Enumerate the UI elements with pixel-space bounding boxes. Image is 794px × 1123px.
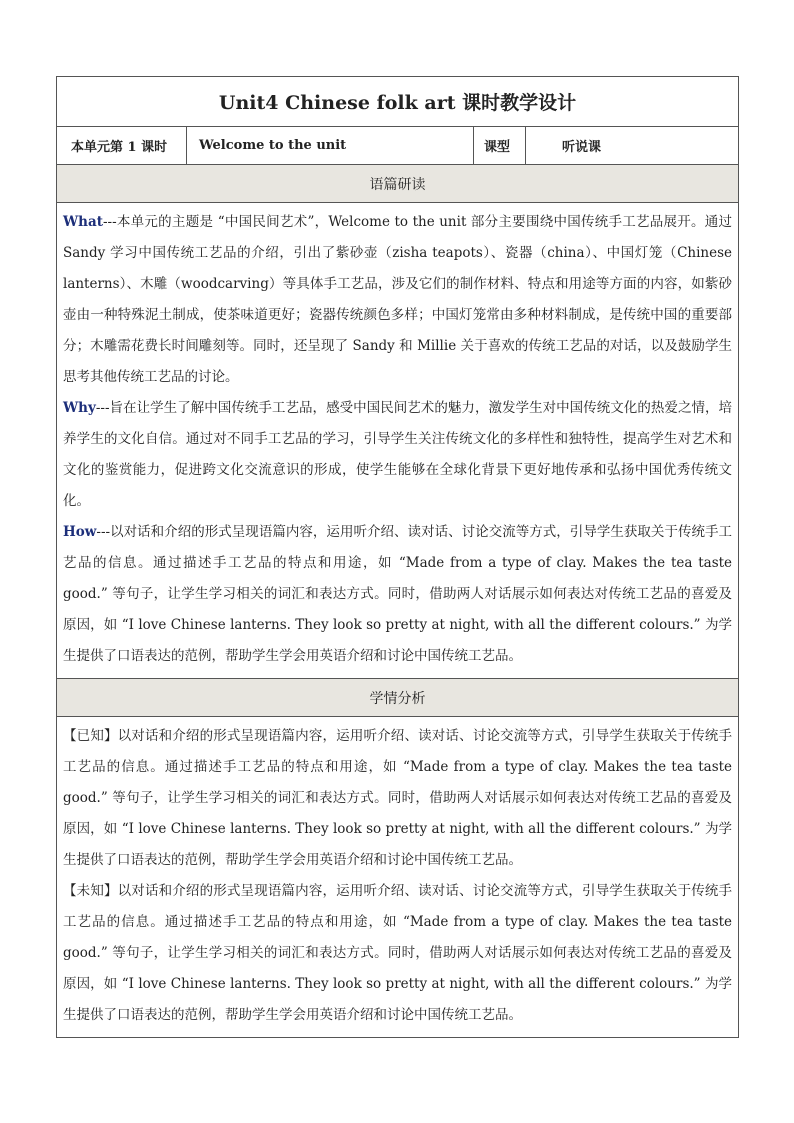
what-paragraph	[63, 207, 732, 393]
known-label: 【已知】	[63, 728, 118, 744]
student-analysis-content	[57, 717, 739, 1038]
unknown-paragraph	[63, 876, 732, 1031]
what-text: ---本单元的主题是 “中国民间艺术”，Welcome to the unit 部分主要围绕中国传统手工艺品展开。通过 Sandy 学习中国传统工艺品的介绍，引出了紫砂壶（zisha teapots）、瓷器（china）、中国灯笼（Chinese lanterns）、木雕（woodcarving）等具体手工艺品，涉及它们的制作材料、特点和用途等方面的内容，如紫砂壶由一种特殊泥土制成，使茶味道更好；瓷器传统颜色多样；中国灯笼常由多种材料制成，是传统中国的重要部分；木雕需花费长时间雕刻等。同时，还呈现了 Sandy 和 Millie 关于喜欢的传统工艺品的对话，以及鼓励学生思考其他传统工艺品的讨论。	[63, 214, 733, 385]
lesson-number: 本单元第 1 课时	[57, 127, 187, 165]
what-label: What	[63, 214, 103, 230]
section-heading-text-analysis: 语篇研读	[57, 165, 739, 203]
known-text: 以对话和介绍的形式呈现语篇内容，运用听介绍、读对话、讨论交流等方式，引导学生获取关于传统手工艺品的信息。通过描述手工艺品的特点和用途，如 “Made from a type of clay. Makes the tea taste good.” 等句子，让学生学习相关的词汇和表达方式。同时，借助两人对话展示如何表达对传统工艺品的喜爱及原因，如 “I love Chinese lanterns. They look so pretty at night, with all the different colours.” 为学生提供了口语表达的范例，帮助学生学会用英语介绍和讨论中国传统工艺品。	[63, 728, 733, 868]
how-label: How	[63, 524, 97, 540]
unknown-label: 【未知】	[63, 883, 118, 899]
lesson-type-label: 课型	[474, 127, 526, 165]
section-heading-student-analysis: 学情分析	[57, 679, 739, 717]
lesson-title: Welcome to the unit	[187, 127, 474, 165]
why-label: Why	[63, 400, 96, 416]
known-paragraph	[63, 721, 732, 876]
text-analysis-content	[57, 203, 739, 679]
how-text: ---以对话和介绍的形式呈现语篇内容，运用听介绍、读对话、讨论交流等方式，引导学生获取关于传统手工艺品的信息。通过描述手工艺品的特点和用途，如 “Made from a type of clay. Makes the tea taste good.” 等句子，让学生学习相关的词汇和表达方式。同时，借助两人对话展示如何表达对传统工艺品的喜爱及原因，如 “I love Chinese lanterns. They look so pretty at night, with all the different colours.” 为学生提供了口语表达的范例，帮助学生学会用英语介绍和讨论中国传统工艺品。	[63, 524, 733, 664]
lesson-type-value: 听说课	[526, 127, 739, 165]
meta-row	[57, 127, 739, 165]
unknown-text: 以对话和介绍的形式呈现语篇内容，运用听介绍、读对话、讨论交流等方式，引导学生获取关于传统手工艺品的信息。通过描述手工艺品的特点和用途，如 “Made from a type of clay. Makes the tea taste good.” 等句子，让学生学习相关的词汇和表达方式。同时，借助两人对话展示如何表达对传统工艺品的喜爱及原因，如 “I love Chinese lanterns. They look so pretty at night, with all the different colours.” 为学生提供了口语表达的范例，帮助学生学会用英语介绍和讨论中国传统工艺品。	[63, 883, 733, 1023]
how-paragraph	[63, 517, 732, 672]
why-paragraph	[63, 393, 732, 517]
why-text: ---旨在让学生了解中国传统手工艺品，感受中国民间艺术的魅力，激发学生对中国传统文化的热爱之情，培养学生的文化自信。通过对不同手工艺品的学习，引导学生关注传统文化的多样性和独特性，提高学生对艺术和文化的鉴赏能力，促进跨文化交流意识的形成，使学生能够在全球化背景下更好地传承和弘扬中国优秀传统文化。	[63, 400, 733, 509]
lesson-plan-table	[56, 76, 739, 1038]
document-title: Unit4 Chinese folk art 课时教学设计	[57, 77, 739, 127]
